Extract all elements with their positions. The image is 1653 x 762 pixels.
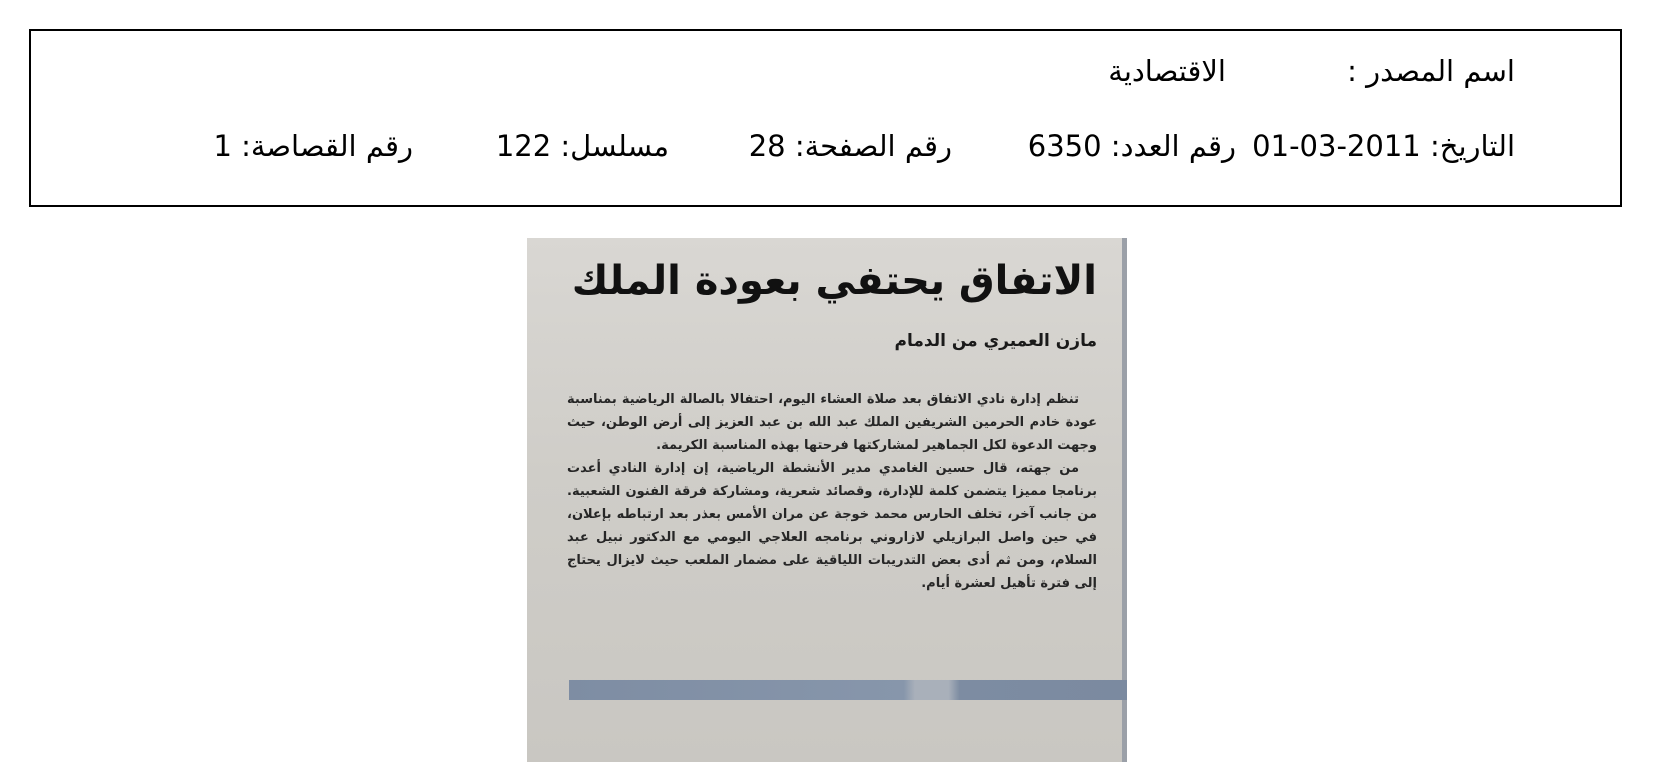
clipping-headline: الاتفاق يحتفي بعودة الملك <box>571 258 1097 304</box>
serial-field: مسلسل: 122 <box>495 129 669 163</box>
clipping-byline: مازن العميري من الدمام <box>894 331 1097 351</box>
date-field: التاريخ: 2011-03-01 <box>1252 129 1515 163</box>
clipping-paragraph: تنظم إدارة نادي الاتفاق بعد صلاة العشاء اليوم، احتفالا بالصالة الرياضية بمناسبة عودة خادم الحرمين الشريفين الملك عبد الله بن عبد العزيز إلى أرض الوطن، حيث وجهت الدعوة لكل الجماهير لمشاركتها فرحتها بهذه المناسبة الكريمة. <box>567 392 1097 453</box>
clipping-paragraph: من جهته، قال حسين الغامدي مدير الأنشطة الرياضية، إن إدارة النادي أعدت برنامجا مميزا يتضمن كلمة للإدارة، وقصائد شعرية، ومشاركة فرقة الفنون الشعبية. من جانب آخر، تخلف الحارس محمد خوجة عن مران الأمس بعذر بعد ارتباطه بإعلان، في حين واصل البرازيلي لازاروني برنامجه العلاجي اليومي مع الدكتور نبيل عبد السلام، ومن ثم أدى بعض التدريبات اللياقية على مضمار الملعب حيث لايزال يحتاج إلى فترة تأهيل لعشرة أيام. <box>567 461 1097 591</box>
clipping-body <box>567 388 1097 595</box>
page-number-field: رقم الصفحة: 28 <box>748 129 952 163</box>
clip-number-field: رقم القصاصة: 1 <box>213 129 413 163</box>
newspaper-clipping <box>527 238 1127 762</box>
source-value: الاقتصادية <box>1108 54 1226 88</box>
clipping-footer-bar <box>569 680 1127 700</box>
source-label: اسم المصدر : <box>1347 54 1515 88</box>
issue-number-field: رقم العدد: 6350 <box>1027 129 1236 163</box>
